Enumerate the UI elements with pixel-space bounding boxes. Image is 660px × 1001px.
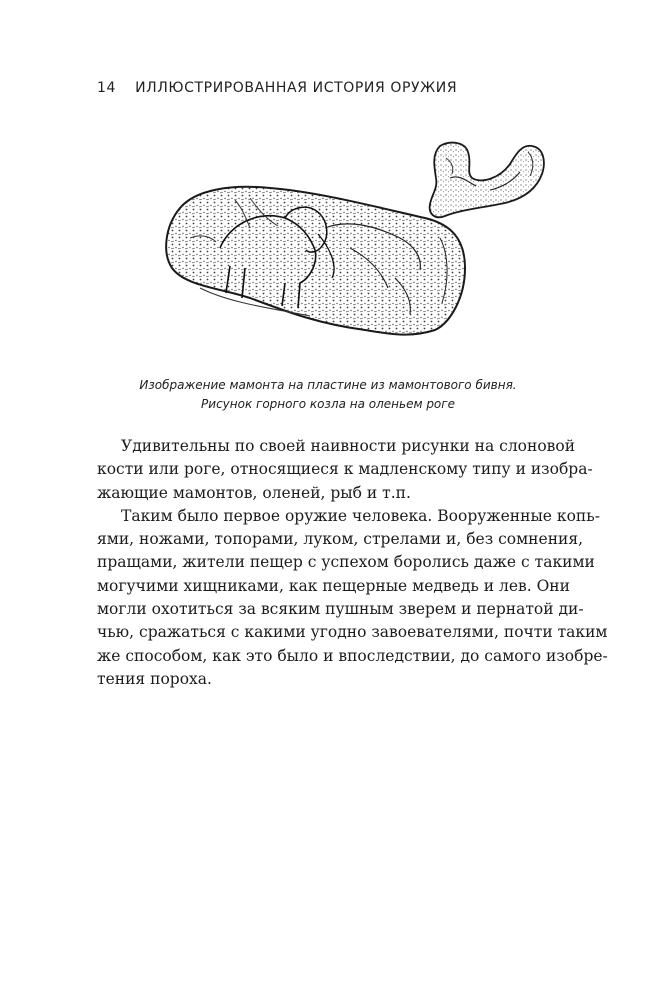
text-line: жающие мамонтов, оленей, рыб и т.п. bbox=[97, 483, 411, 502]
figure-caption bbox=[97, 376, 559, 414]
text-line: ями, ножами, топорами, луком, стрелами и, без сомнения, bbox=[97, 530, 584, 549]
text-line: тения пороха. bbox=[97, 669, 212, 688]
page-number: 14 bbox=[97, 80, 117, 96]
reindeer-antler-drawing bbox=[430, 143, 544, 218]
text-line: Удивительны по своей наивности рисунки на слоновой bbox=[121, 437, 576, 455]
figure-illustration bbox=[150, 138, 550, 360]
text-line: Таким было первое оружие человека. Вооруженные копь- bbox=[121, 506, 600, 525]
paragraph bbox=[97, 505, 608, 691]
running-head bbox=[97, 80, 457, 96]
mammoth-tusk-plate-drawing bbox=[166, 187, 465, 335]
book-title: ИЛЛЮСТРИРОВАННАЯ ИСТОРИЯ ОРУЖИЯ bbox=[135, 80, 458, 96]
text-line: кости или роге, относящиеся к мадленскому типу и изобра- bbox=[97, 460, 593, 479]
text-line: же способом, как это было и впоследствии, до самого изобре- bbox=[97, 646, 608, 665]
body-text bbox=[97, 435, 608, 691]
text-line: могучими хищниками, как пещерные медведь и лев. Они bbox=[97, 576, 570, 595]
paragraph bbox=[97, 435, 593, 505]
text-line: пращами, жители пещер с успехом боролись даже с такими bbox=[97, 553, 595, 572]
caption-line: Рисунок горного козла на оленьем роге bbox=[201, 397, 455, 411]
caption-line: Изображение мамонта на пластине из мамонтового бивня. bbox=[139, 378, 517, 392]
text-line: могли охотиться за всяким пушным зверем и пернатой ди- bbox=[97, 600, 584, 619]
text-line: чью, сражаться с какими угодно завоевателями, почти таким bbox=[97, 623, 608, 642]
